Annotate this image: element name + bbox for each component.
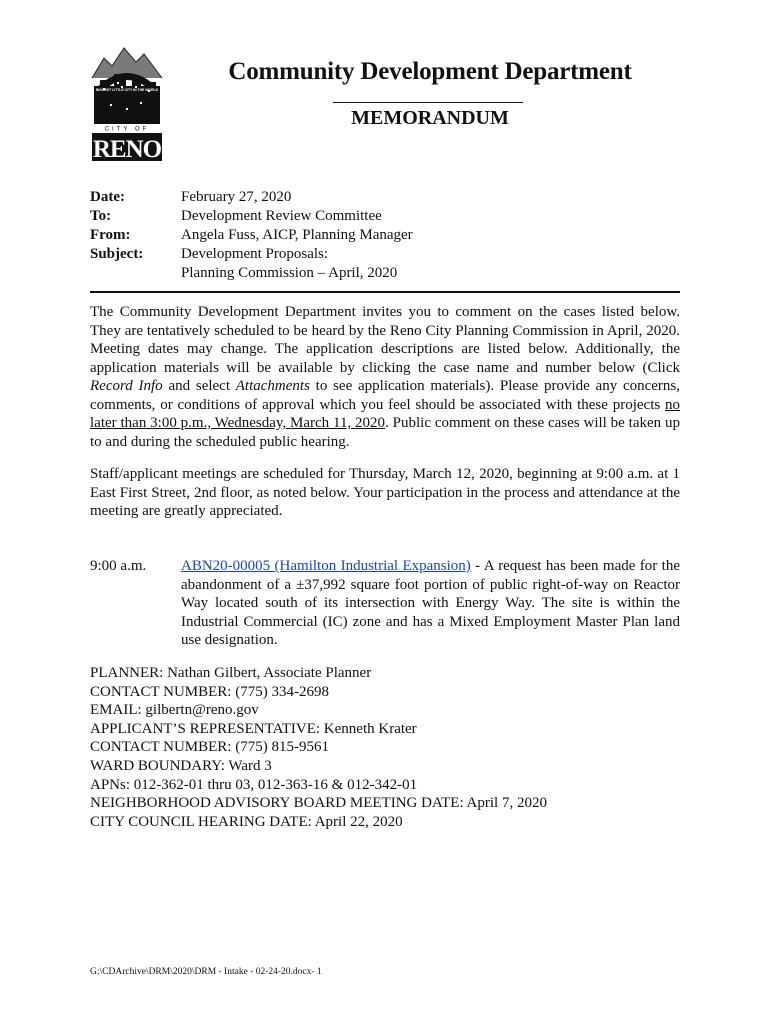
intro-text: . Public comment on these cases will be taken up to and during the scheduled public hearing. bbox=[90, 415, 680, 450]
meta-value: Development Review Committee bbox=[181, 208, 382, 224]
case-link[interactable]: ABN20-00005 (Hamilton Industrial Expansion) bbox=[181, 558, 471, 574]
meta-label: To: bbox=[90, 208, 112, 224]
meta-label: Subject: bbox=[90, 246, 144, 262]
intro-text: to see application materials). Please provide any concerns, comments, or conditions of approval which you feel should be associated with these projects bbox=[90, 378, 681, 413]
meta-row-subject bbox=[90, 245, 581, 264]
ward-line: WARD BOUNDARY: Ward 3 bbox=[90, 757, 272, 774]
footer-path: G:\CDArchive\DRM\2020\DRM - Intake - 02-24-20.docx- 1 bbox=[90, 967, 322, 977]
intro-text: The Community Development Department invites you to comment on the cases listed below. They are tentatively scheduled to be heard by the Reno City Planning Commission in April, 2020. Meeting dates may change. The application descriptions are listed below. Additionally, the application materials will be available by clicking the case name and number below (Click bbox=[90, 304, 680, 376]
city-of-reno-logo bbox=[90, 44, 164, 162]
contact-number-line: CONTACT NUMBER: (775) 334-2698 bbox=[90, 683, 329, 700]
memo-meta bbox=[90, 188, 581, 283]
meeting-paragraph: Staff/applicant meetings are scheduled for Thursday, March 12, 2020, beginning at 9:00 a.m. at 1 East First Street, 2nd floor, as noted below. Your participation in the process and attendance at the meeting are greatly appreciated. bbox=[90, 466, 680, 519]
memo-title: MEMORANDUM bbox=[351, 107, 509, 129]
contact-number-line: CONTACT NUMBER: (775) 815-9561 bbox=[90, 739, 329, 756]
deadline-text: no later than 3:00 p.m., Wednesday, March 11, 2020 bbox=[90, 396, 680, 431]
meta-row-from bbox=[90, 226, 581, 245]
contact-list bbox=[90, 664, 547, 831]
meta-row-date bbox=[90, 188, 581, 207]
council-date-line: CITY COUNCIL HEARING DATE: April 22, 2020 bbox=[90, 813, 403, 830]
meta-value: Angela Fuss, AICP, Planning Manager bbox=[181, 227, 413, 243]
meta-label: From: bbox=[90, 227, 131, 243]
case-description: - A request has been made for the abandonment of a ±37,992 square foot portion of public right-of-way on Reactor Way located south of its intersection with Energy Way. The site is within the Industrial Commercial (IC) zone and has a Mixed Employment Master Plan land use designation. bbox=[181, 558, 680, 648]
apn-line: APNs: 012-362-01 thru 03, 012-363-16 & 012-342-01 bbox=[90, 776, 418, 793]
email-line: EMAIL: gilbertn@reno.gov bbox=[90, 702, 259, 719]
meta-label bbox=[90, 264, 181, 283]
meta-value: Development Proposals: bbox=[181, 246, 329, 262]
meta-label: Date: bbox=[90, 189, 125, 205]
agenda-time: 9:00 a.m. bbox=[90, 558, 147, 574]
record-info-text: Record Info bbox=[90, 378, 163, 394]
intro-paragraph bbox=[90, 303, 680, 451]
attachments-text: Attachments bbox=[235, 378, 310, 394]
meta-row-subject-cont bbox=[90, 264, 581, 283]
meta-row-to bbox=[90, 207, 581, 226]
svg-text:RENO: RENO bbox=[92, 136, 162, 162]
title-rule bbox=[333, 102, 523, 103]
svg-text:CITY OF: CITY OF bbox=[104, 126, 150, 133]
agenda-description bbox=[181, 557, 680, 650]
nab-date-line: NEIGHBORHOOD ADVISORY BOARD MEETING DATE: April 7, 2020 bbox=[90, 795, 547, 812]
department-title: Community Development Department bbox=[228, 58, 632, 85]
svg-text:BIGGEST LITTLE CITY IN THE WOR: BIGGEST LITTLE CITY IN THE WORLD bbox=[95, 88, 159, 92]
intro-text: and select bbox=[162, 378, 236, 394]
meta-value: Planning Commission – April, 2020 bbox=[181, 265, 398, 281]
meta-value: February 27, 2020 bbox=[181, 189, 292, 205]
applicant-rep-line: APPLICANT’S REPRESENTATIVE: Kenneth Krater bbox=[90, 720, 417, 737]
planner-line: PLANNER: Nathan Gilbert, Associate Planner bbox=[90, 665, 372, 681]
header-divider bbox=[90, 291, 680, 293]
